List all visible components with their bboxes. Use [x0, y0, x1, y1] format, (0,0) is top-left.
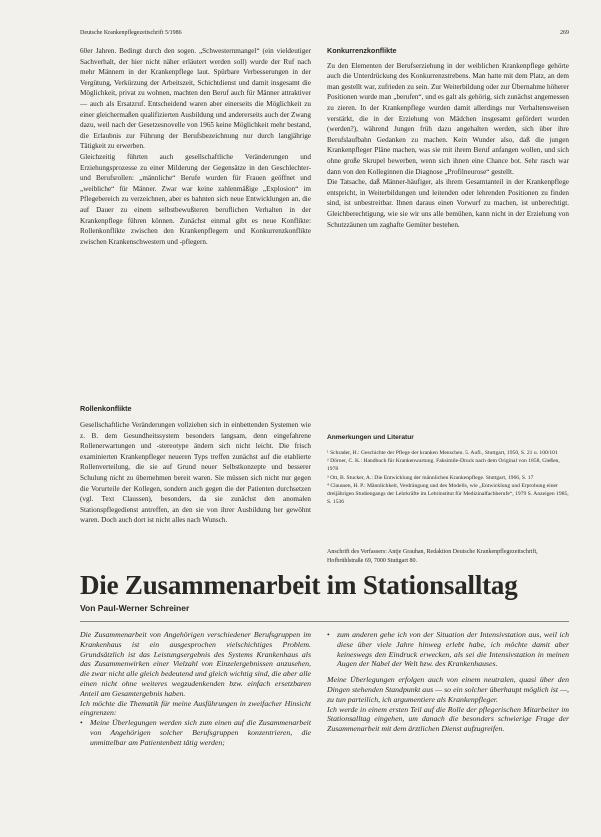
article-title: Die Zusammenarbeit im Stationsalltag — [80, 570, 518, 600]
left-column — [80, 46, 311, 247]
paragraph: Gesellschaftliche Veränderungen vollziehen sich in einbettenden Systemen wie z. B. dem Gesundheitssystem besonders langsam, denn eingefahrene Rollenerwartungen und -stereotype ändern sich nicht leicht. Die frisch examinierten Krankenpfleger neueren Typs treffen zunächst auf die etablierte Rollenverteilung, die sie auf Grund neuer Selbstkonzepte und besserer Schulung nicht zu übernehmen bereit waren. Sie müssen sich nicht nur gegen die Vorurteile der Kollegen, sondern auch gegen die der Patienten durchsetzen (vgl. Text Claussen), besonders, da sie zunächst den anomalen Stationspflegedienst antreffen, an den sie von ihrer Ausbildung her gewöhnt waren. Doch auch dort ist nicht alles nach Wunsch. — [80, 421, 311, 525]
author-address: Anschrift des Verfassers: Antje Grauhan, Redaktion Deutsche Krankenpflegezeitschrift, Hofbrühlstraße 69, 7000 Stuttgart 80. — [327, 549, 538, 564]
section-heading-rollenkonflikte: Rollenkonflikte — [80, 404, 132, 413]
notes-list — [327, 449, 569, 506]
bullet-item: • Meine Überlegungen werden sich zum einen auf die Zusammenarbeit von Angehörigen solcher Berufsgruppen konzentrieren, die unmittelbar am Patientenbett tätig werden; — [80, 718, 311, 747]
journal-name: Deutsche Krankenpflegezeitschrift 5/1986 — [80, 30, 182, 36]
divider — [80, 621, 569, 622]
paragraph: Zu den Elementen der Berufserziehung in der weiblichen Krankenpflege gehörte auch die Unterdrückung des Konkurrenzstrebens. Man hatte mit dem Platz, an dem man gestellt war, zufrieden zu sein. Zur Weiterbildung oder zur Übernahme höherer Positionen wurde man „berufen“, und es galt als gehörig, sich zunächst angemessen zu zieren. In der Krankenpflege wurden damit allerdings nur Verhaltensweisen verstärkt, die in der Erziehung von Mädchen insgesamt gefördert wurden (werden?), während Jungen früh dazu angehalten werden, sich über ihre Berufslaufbahn Gedanken zu machen. Kein Wunder also, daß die jungen Krankenpfleger Pläne machen, was sie mit ihrem Beruf anfangen wollen, und sich ohne große Skrupel bewerben, wenn sich ihnen eine Chance bot. Sehr rasch war dann von den Kolleginnen die Diagnose „Profilneurose“ gestellt. — [327, 61, 569, 176]
paragraph: Gleichzeitig führten auch gesellschaftliche Veränderungen und Erziehungsprozesse zu einer Milderung der Gegensätze in den Geschlechter- und Berufsrollen: „männliche“ Berufe wurden für Frauen geöffnet und „weibliche“ für Männer. Zwar war keine zahlenmäßige „Explosion“ im Pflegebereich zu verzeichnen, aber es bahnten sich neue Entwicklungen an, die auf Dauer zu einem selbstbewußteren beruflichen Verhalten in der Krankenpflege führen können. Zunächst einmal gibt es neue Konflikte: Rollenkonflikte zwischen den Krankenpflegern und Konkurrenzkonflikte zwischen Krankenschwestern und -pflegern. — [80, 152, 311, 246]
running-header — [80, 30, 569, 40]
page-number: 269 — [560, 30, 569, 36]
notes-heading: Anmerkungen und Literatur — [327, 434, 414, 441]
note-item: ¹ Schrader, H.: Geschichte der Pflege der kranken Menschen. 5. Aufl., Stuttgart, 1950, S. 21 u. 100/101 — [327, 450, 558, 456]
article-author: Von Paul-Werner Schreiner — [80, 603, 190, 613]
intro-left-column — [80, 630, 311, 748]
paragraph: Ich werde in einem ersten Teil auf die Rolle der pflegerischen Mitarbeiter im Stationsalltag eingehen, um danach die besonders schwierige Frage der Zusammenarbeit mit dem ärztlichen Dienst aufzugreifen. — [327, 704, 569, 734]
paragraph: 60er Jahren. Bedingt durch den sogen. „Schwesternmangel“ (ein vieldeutiger Sachverhalt, der hier nicht näher erläutert werden soll) wurde der Ruf nach mehr Männern in der Krankenpflege laut. Spürbare Verbesserungen in der Vergütung, Verkürzung der Arbeitszeit, Schichtdienst und damit insgesamt die Möglichkeit, privat zu wohnen, machten den Beruf auch für Männer attraktiver — auch als Ersatzruf. Entscheidend waren aber einerseits die Möglichkeit zu einer gleichermaßen qualifizierten Ausbildung und andererseits auch der Zwang dazu, weil nach der Gesetzesnovelle von 1965 keine Möglichkeit mehr bestand, die Erlaubnis zur Führung der Berufsbezeichnung nur durch langjährige Tätigkeit zu erwerben. — [80, 47, 311, 151]
paragraph: Ich möchte die Thematik für meine Ausführungen in zweifacher Hinsicht eingrenzen: — [80, 698, 311, 718]
paragraph: Die Tatsache, daß Männer-häufiger, als ihrem Gesamtanteil in der Krankenpflege entspricht, in Weiterbildungen und leitenden oder lehrenden Positionen zu finden sind, ist unbestreitbar. Ihnen daraus einen Vorwurf zu machen, ist unberechtigt. Gleichberechtigung, wie sie wir uns alle bemühen, kann nicht in der Erziehung von Schutzzäunen um zaghafte Gemüter bestehen. — [327, 178, 569, 229]
bullet-item: • zum anderen gehe ich von der Situation der Intensivstation aus, weil ich diese über viele Jahre hinweg erlebt habe, ich möchte damit aber keineswegs den Eindruck erwecken, als sei die Intensivstation in meinen Augen der Nabel der Welt bzw. des Krankenhauses. — [327, 630, 569, 669]
rollenkonflikte-text — [80, 420, 311, 526]
paragraph: Die Zusammenarbeit von Angehörigen verschiedener Berufsgruppen im Krankenhaus ist ein ausgesprochen vielschichtiges Problem. Grundsätzlich ist das Leistungsergebnis des Systems Krankenhaus als das Zusammenwirken einer Vielzahl von Einzelergebnissen anzusehen, die zwar nicht alle gleich bedeutend und gleich wichtig sind, die aber alle einen nicht ohne weiteres wegzudenkenden bzw. einfach ersetzbaren Anteil am Gesamtergebnis haben. — [80, 630, 311, 698]
note-item: ⁴ Claussen, H. P.: Männlichkeit, Verdrängung und des Modells, wie „Entwicklung und Erprobung einer dreijährigen Studiengangs der Lehrkräfte im Lehrinstitut für Medizinalfachberufe“, 1979 S. Anzeigen 1985, S. 1536 — [327, 482, 569, 506]
paragraph: Meine Überlegungen erfolgen auch von einem neutralen, quasi über den Dingen stehenden Standpunkt aus — so ein solcher überhaupt möglich ist —, zu tun parteilich, ich argumentiere als Krankenpfleger. — [327, 675, 569, 704]
section-heading-konkurrenzkonflikte: Konkurrenzkonflikte — [327, 46, 397, 55]
right-column — [327, 46, 569, 230]
note-item: ² Dörner, C. K.: Handbuch für Krankenwartung. Faksimile-Druck nach dem Original von 1858, Gießen, 1978 — [327, 458, 560, 473]
note-item: ³ Ott, B. Stucker, A.: Die Entwicklung der männlichen Krankenpflege. Stuttgart, 1966, S. 17 — [327, 474, 534, 481]
intro-right-column — [327, 630, 569, 734]
